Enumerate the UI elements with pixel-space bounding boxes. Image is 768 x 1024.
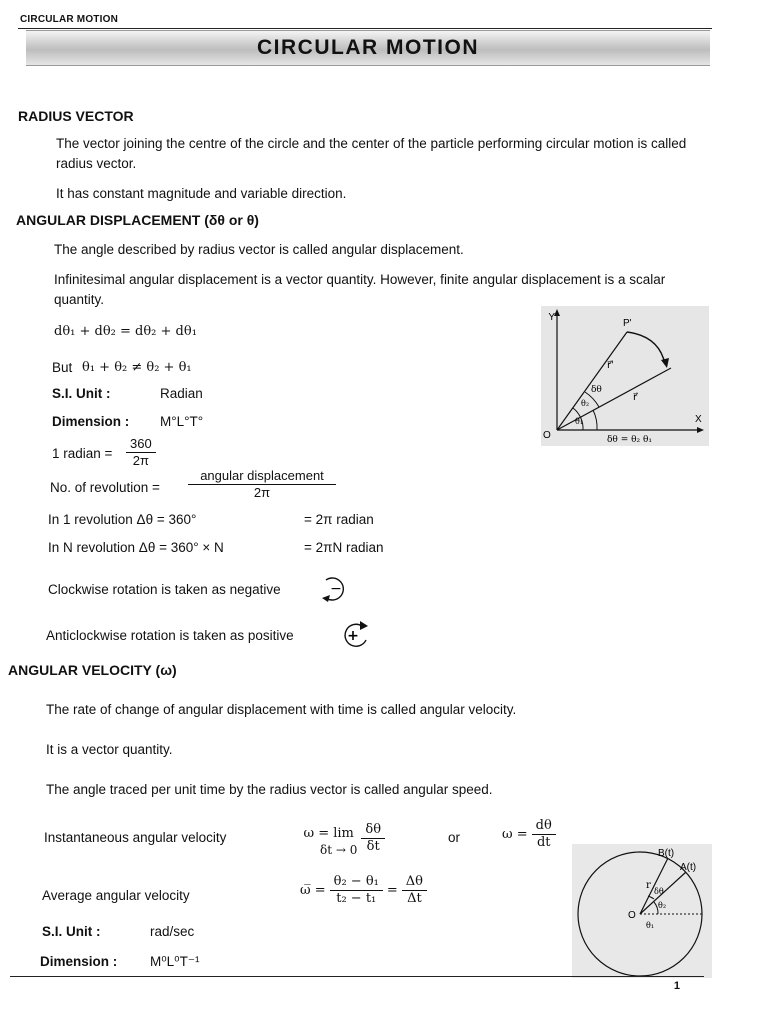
derivative-numerator: dθ bbox=[532, 818, 556, 835]
theta1-label: θ₁ bbox=[575, 417, 584, 426]
r-prime-label: r⃗' bbox=[607, 360, 614, 371]
clockwise-rule: Clockwise rotation is taken as negative bbox=[48, 582, 281, 597]
radius-vector-heading: RADIUS VECTOR bbox=[18, 108, 134, 124]
footer-rule bbox=[10, 976, 704, 977]
average-label: Average angular velocity bbox=[42, 888, 190, 903]
theta1-label2: θ₁ bbox=[646, 921, 655, 930]
instantaneous-formula bbox=[300, 818, 385, 858]
one-revolution-text: In 1 revolution Δθ = 360° bbox=[48, 512, 197, 527]
average-denominator: t₂ − t₁ bbox=[336, 891, 377, 906]
omega-bar: ω̅ = bbox=[300, 883, 326, 898]
revolution-numerator: angular displacement bbox=[188, 468, 336, 485]
derivative-formula bbox=[502, 818, 556, 851]
y-label: Y bbox=[548, 312, 555, 323]
instantaneous-label: Instantaneous angular velocity bbox=[44, 830, 227, 845]
instantaneous-denominator: δt bbox=[366, 838, 380, 854]
or-text: or bbox=[448, 830, 461, 845]
derivative-denominator: dt bbox=[536, 835, 551, 850]
title-banner bbox=[26, 30, 710, 66]
average-numerator: θ₂ − θ₁ bbox=[330, 874, 383, 891]
angular-displacement-diagram bbox=[541, 306, 709, 446]
velocity-dimension-value: M⁰L⁰T⁻¹ bbox=[150, 954, 200, 969]
theta2-label2: θ₂ bbox=[658, 901, 667, 910]
p-prime-label: P' bbox=[623, 318, 632, 329]
clockwise-icon bbox=[318, 574, 354, 604]
average-equals: = bbox=[386, 883, 398, 898]
revolution-denominator: 2π bbox=[253, 485, 271, 500]
header-rule bbox=[18, 28, 712, 29]
limit-block bbox=[300, 818, 357, 858]
radian-label: 1 radian = bbox=[52, 446, 113, 461]
omega-lim: ω = lim bbox=[303, 826, 354, 841]
anticlockwise-icon bbox=[336, 618, 376, 650]
instantaneous-numerator: δθ bbox=[361, 822, 385, 839]
radian-numerator: 360 bbox=[126, 436, 156, 453]
theta2-label: θ₂ bbox=[581, 399, 590, 408]
angular-speed-definition: The angle traced per unit time by the radius vector is called angular speed. bbox=[46, 782, 493, 797]
running-title: CIRCULAR MOTION bbox=[20, 14, 118, 25]
anticlockwise-rule: Anticlockwise rotation is taken as positive bbox=[46, 628, 294, 643]
velocity-dimension-label: Dimension : bbox=[40, 954, 118, 969]
but-prefix: But bbox=[52, 360, 73, 375]
n-revolution-text: In N revolution Δθ = 360° × N bbox=[48, 540, 224, 555]
delta-t: Δt bbox=[407, 891, 422, 906]
x-label: X bbox=[695, 414, 702, 425]
radian-fraction bbox=[126, 436, 156, 469]
one-revolution-radian: = 2π radian bbox=[304, 512, 374, 527]
a-label: A(t) bbox=[680, 862, 697, 873]
velocity-si-unit-label: S.I. Unit : bbox=[42, 924, 101, 939]
o-label: O bbox=[628, 910, 636, 921]
revolution-label: No. of revolution = bbox=[50, 480, 160, 495]
angular-displacement-note: Infinitesimal angular displacement is a vector quantity. However, finite angular displacement is a scalar quantity. bbox=[54, 272, 666, 307]
diagram-caption: δθ = θ₂ θ₁ bbox=[607, 435, 653, 445]
omega-equals: ω = bbox=[502, 827, 528, 842]
origin-label: O bbox=[543, 430, 551, 441]
b-label: B(t) bbox=[658, 848, 675, 859]
velocity-si-unit-value: rad/sec bbox=[150, 924, 195, 939]
n-revolution-radian: = 2πN radian bbox=[304, 540, 384, 555]
clockwise-sign: − bbox=[330, 581, 342, 597]
angular-displacement-heading: ANGULAR DISPLACEMENT (δθ or θ) bbox=[16, 212, 259, 228]
radian-denominator: 2π bbox=[132, 453, 149, 468]
angular-velocity-heading: ANGULAR VELOCITY (ω) bbox=[8, 662, 177, 678]
si-unit-label: S.I. Unit : bbox=[52, 386, 111, 401]
anticlockwise-sign: + bbox=[347, 628, 359, 644]
radius-vector-property: It has constant magnitude and variable direction. bbox=[56, 186, 347, 201]
angular-displacement-definition: The angle described by radius vector is called angular displacement. bbox=[54, 242, 464, 257]
limit-subscript: δt → 0 bbox=[320, 843, 358, 857]
r-label2: r bbox=[646, 880, 651, 891]
banner-title: CIRCULAR MOTION bbox=[257, 36, 479, 59]
dimension-label: Dimension : bbox=[52, 414, 130, 429]
delta-theta: Δθ bbox=[402, 874, 427, 891]
vector-addition-equation: dθ₁ + dθ₂ = dθ₂ + dθ₁ bbox=[54, 324, 197, 339]
page-number: 1 bbox=[673, 980, 680, 992]
si-unit-value: Radian bbox=[160, 386, 203, 401]
revolution-fraction bbox=[188, 468, 336, 501]
finite-inequality-equation: θ₁ + θ₂ ≠ θ₂ + θ₁ bbox=[82, 360, 192, 375]
angular-velocity-diagram bbox=[572, 844, 712, 978]
dtheta-label2: δθ bbox=[654, 887, 664, 896]
dimension-value: M°L°T° bbox=[160, 414, 204, 429]
r-label: r⃗ bbox=[633, 392, 638, 403]
angular-velocity-definition: The rate of change of angular displacement with time is called angular velocity. bbox=[46, 702, 517, 717]
dtheta-label: δθ bbox=[591, 385, 602, 395]
average-formula bbox=[300, 874, 427, 907]
radius-vector-definition: The vector joining the centre of the circle and the center of the particle performing circular motion is called radius vector. bbox=[56, 136, 687, 171]
angular-velocity-vector-note: It is a vector quantity. bbox=[46, 742, 173, 757]
